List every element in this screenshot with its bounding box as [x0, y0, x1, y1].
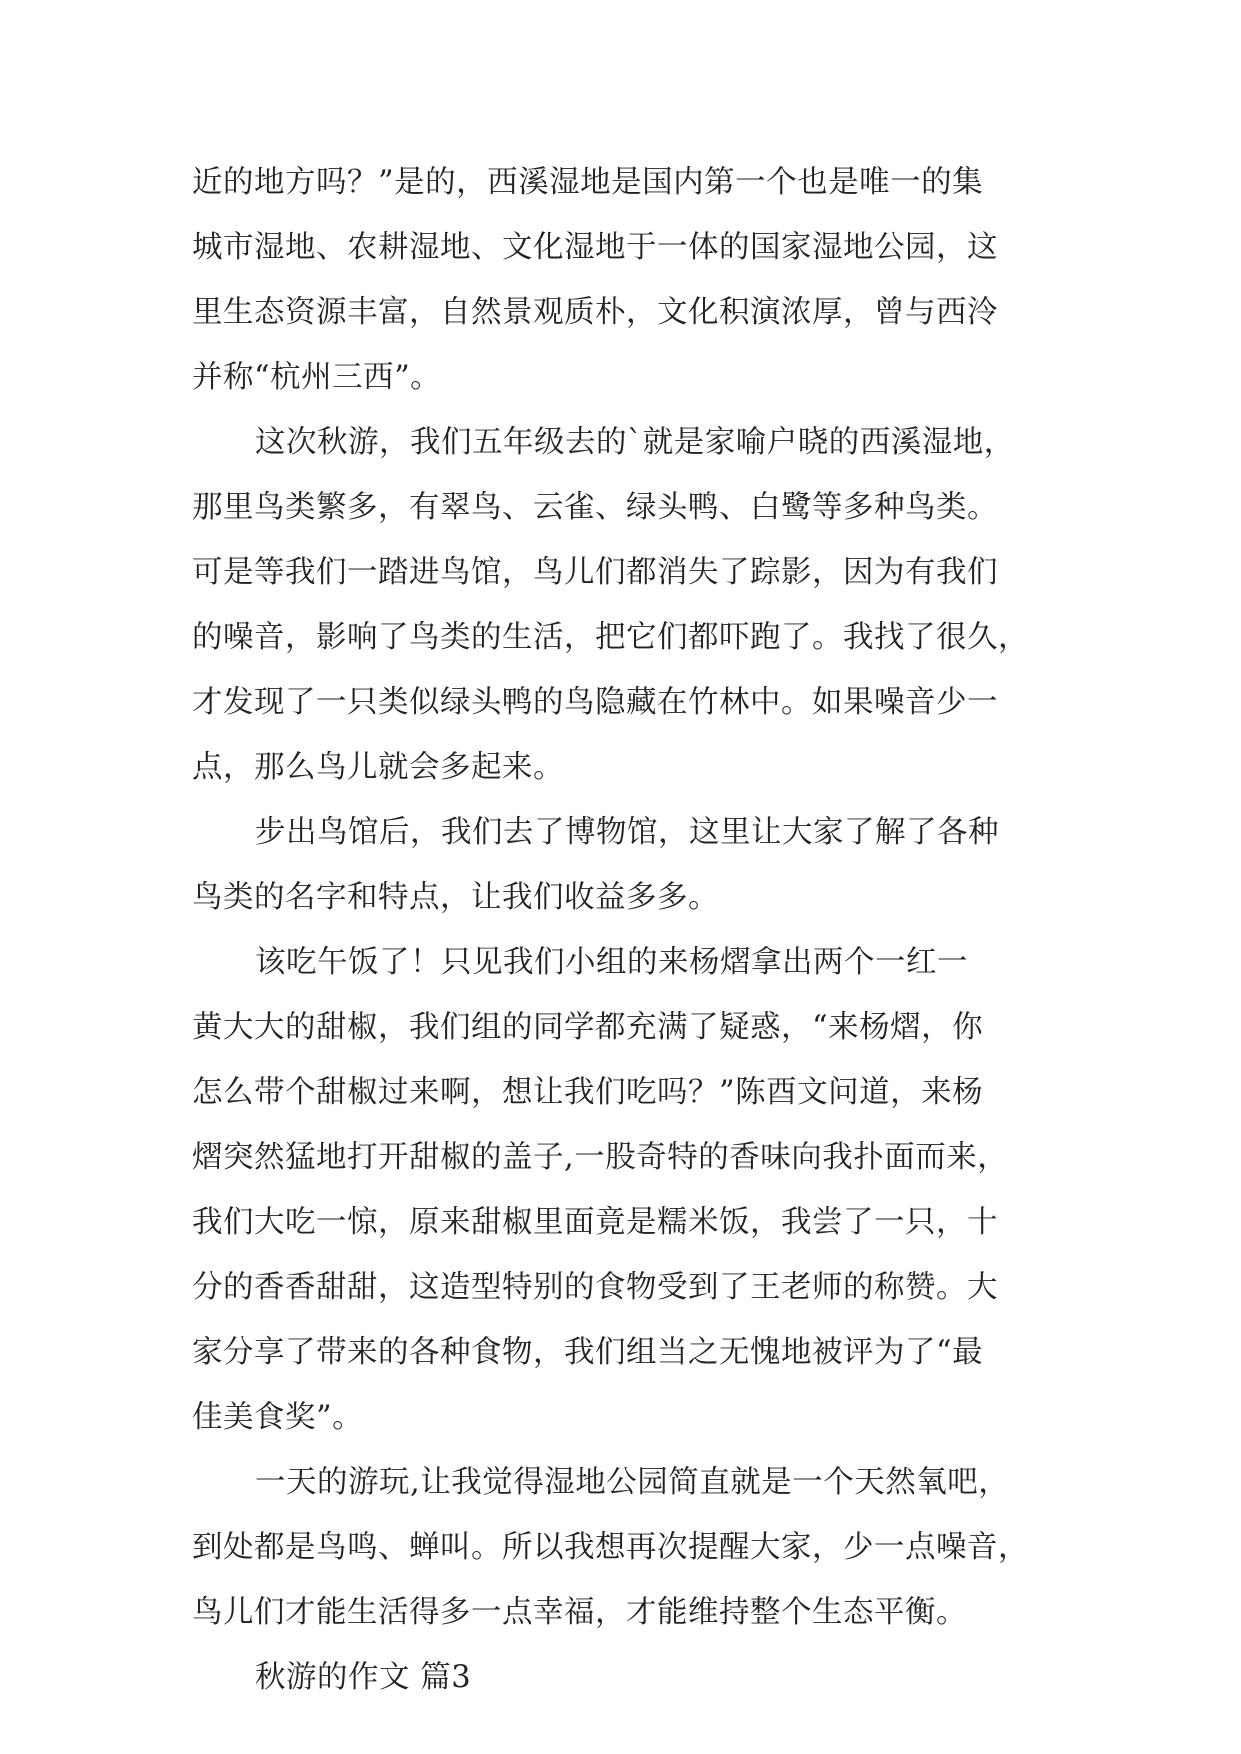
document-body [192, 150, 1052, 1710]
text-line: 家分享了带来的各种食物，我们组当之无愧地被评为了“最 [192, 1335, 984, 1370]
text-line: 鸟类的名字和特点，让我们收益多多。 [192, 880, 719, 915]
text-line: 我们大吃一惊，原来甜椒里面竟是糯米饭，我尝了一只，十 [192, 1205, 998, 1240]
text-line: 近的地方吗？”是的，西溪湿地是国内第一个也是唯一的集 [192, 165, 984, 200]
text-line: 里生态资源丰富，自然景观质朴，文化积演浓厚，曾与西泠 [192, 295, 998, 330]
text-line: 熠突然猛地打开甜椒的盖子,一股奇特的香味向我扑面而来， [192, 1140, 1009, 1175]
text-line: 点，那么鸟儿就会多起来。 [192, 750, 564, 785]
text-line: 怎么带个甜椒过来啊，想让我们吃吗？”陈酉文问道，来杨 [192, 1075, 984, 1110]
paragraph-first-line: 该吃午饭了！只见我们小组的来杨熠拿出两个一红一 [255, 945, 968, 980]
text-line: 城市湿地、农耕湿地、文化湿地于一体的国家湿地公园，这 [192, 230, 998, 265]
paragraph-first-line: 一天的游玩,让我觉得湿地公园简直就是一个天然氧吧， [255, 1465, 1010, 1500]
paragraph-first-line: 步出鸟馆后，我们去了博物馆，这里让大家了解了各种 [255, 815, 999, 850]
paragraph-first-line: 秋游的作文 篇3 [255, 1660, 472, 1695]
text-line: 那里鸟类繁多，有翠鸟、云雀、绿头鸭、白鹭等多种鸟类。 [192, 490, 998, 525]
text-line: 鸟儿们才能生活得多一点幸福，才能维持整个生态平衡。 [192, 1595, 967, 1630]
text-line: 佳美食奖”。 [192, 1400, 364, 1435]
paragraph-first-line: 这次秋游，我们五年级去的`就是家喻户晓的西溪湿地， [255, 425, 1015, 460]
text-line: 的噪音，影响了鸟类的生活，把它们都吓跑了。我找了很久， [192, 620, 1029, 655]
text-line: 才发现了一只类似绿头鸭的鸟隐藏在竹林中。如果噪音少一 [192, 685, 998, 720]
text-line: 到处都是鸟鸣、蝉叫。所以我想再次提醒大家，少一点噪音， [192, 1530, 1029, 1565]
text-line: 黄大大的甜椒，我们组的同学都充满了疑惑，“来杨熠，你 [192, 1010, 984, 1045]
text-line: 可是等我们一踏进鸟馆，鸟儿们都消失了踪影，因为有我们 [192, 555, 998, 590]
text-line: 分的香香甜甜，这造型特别的食物受到了王老师的称赞。大 [192, 1270, 998, 1305]
text-line: 并称“杭州三西”。 [192, 360, 442, 395]
